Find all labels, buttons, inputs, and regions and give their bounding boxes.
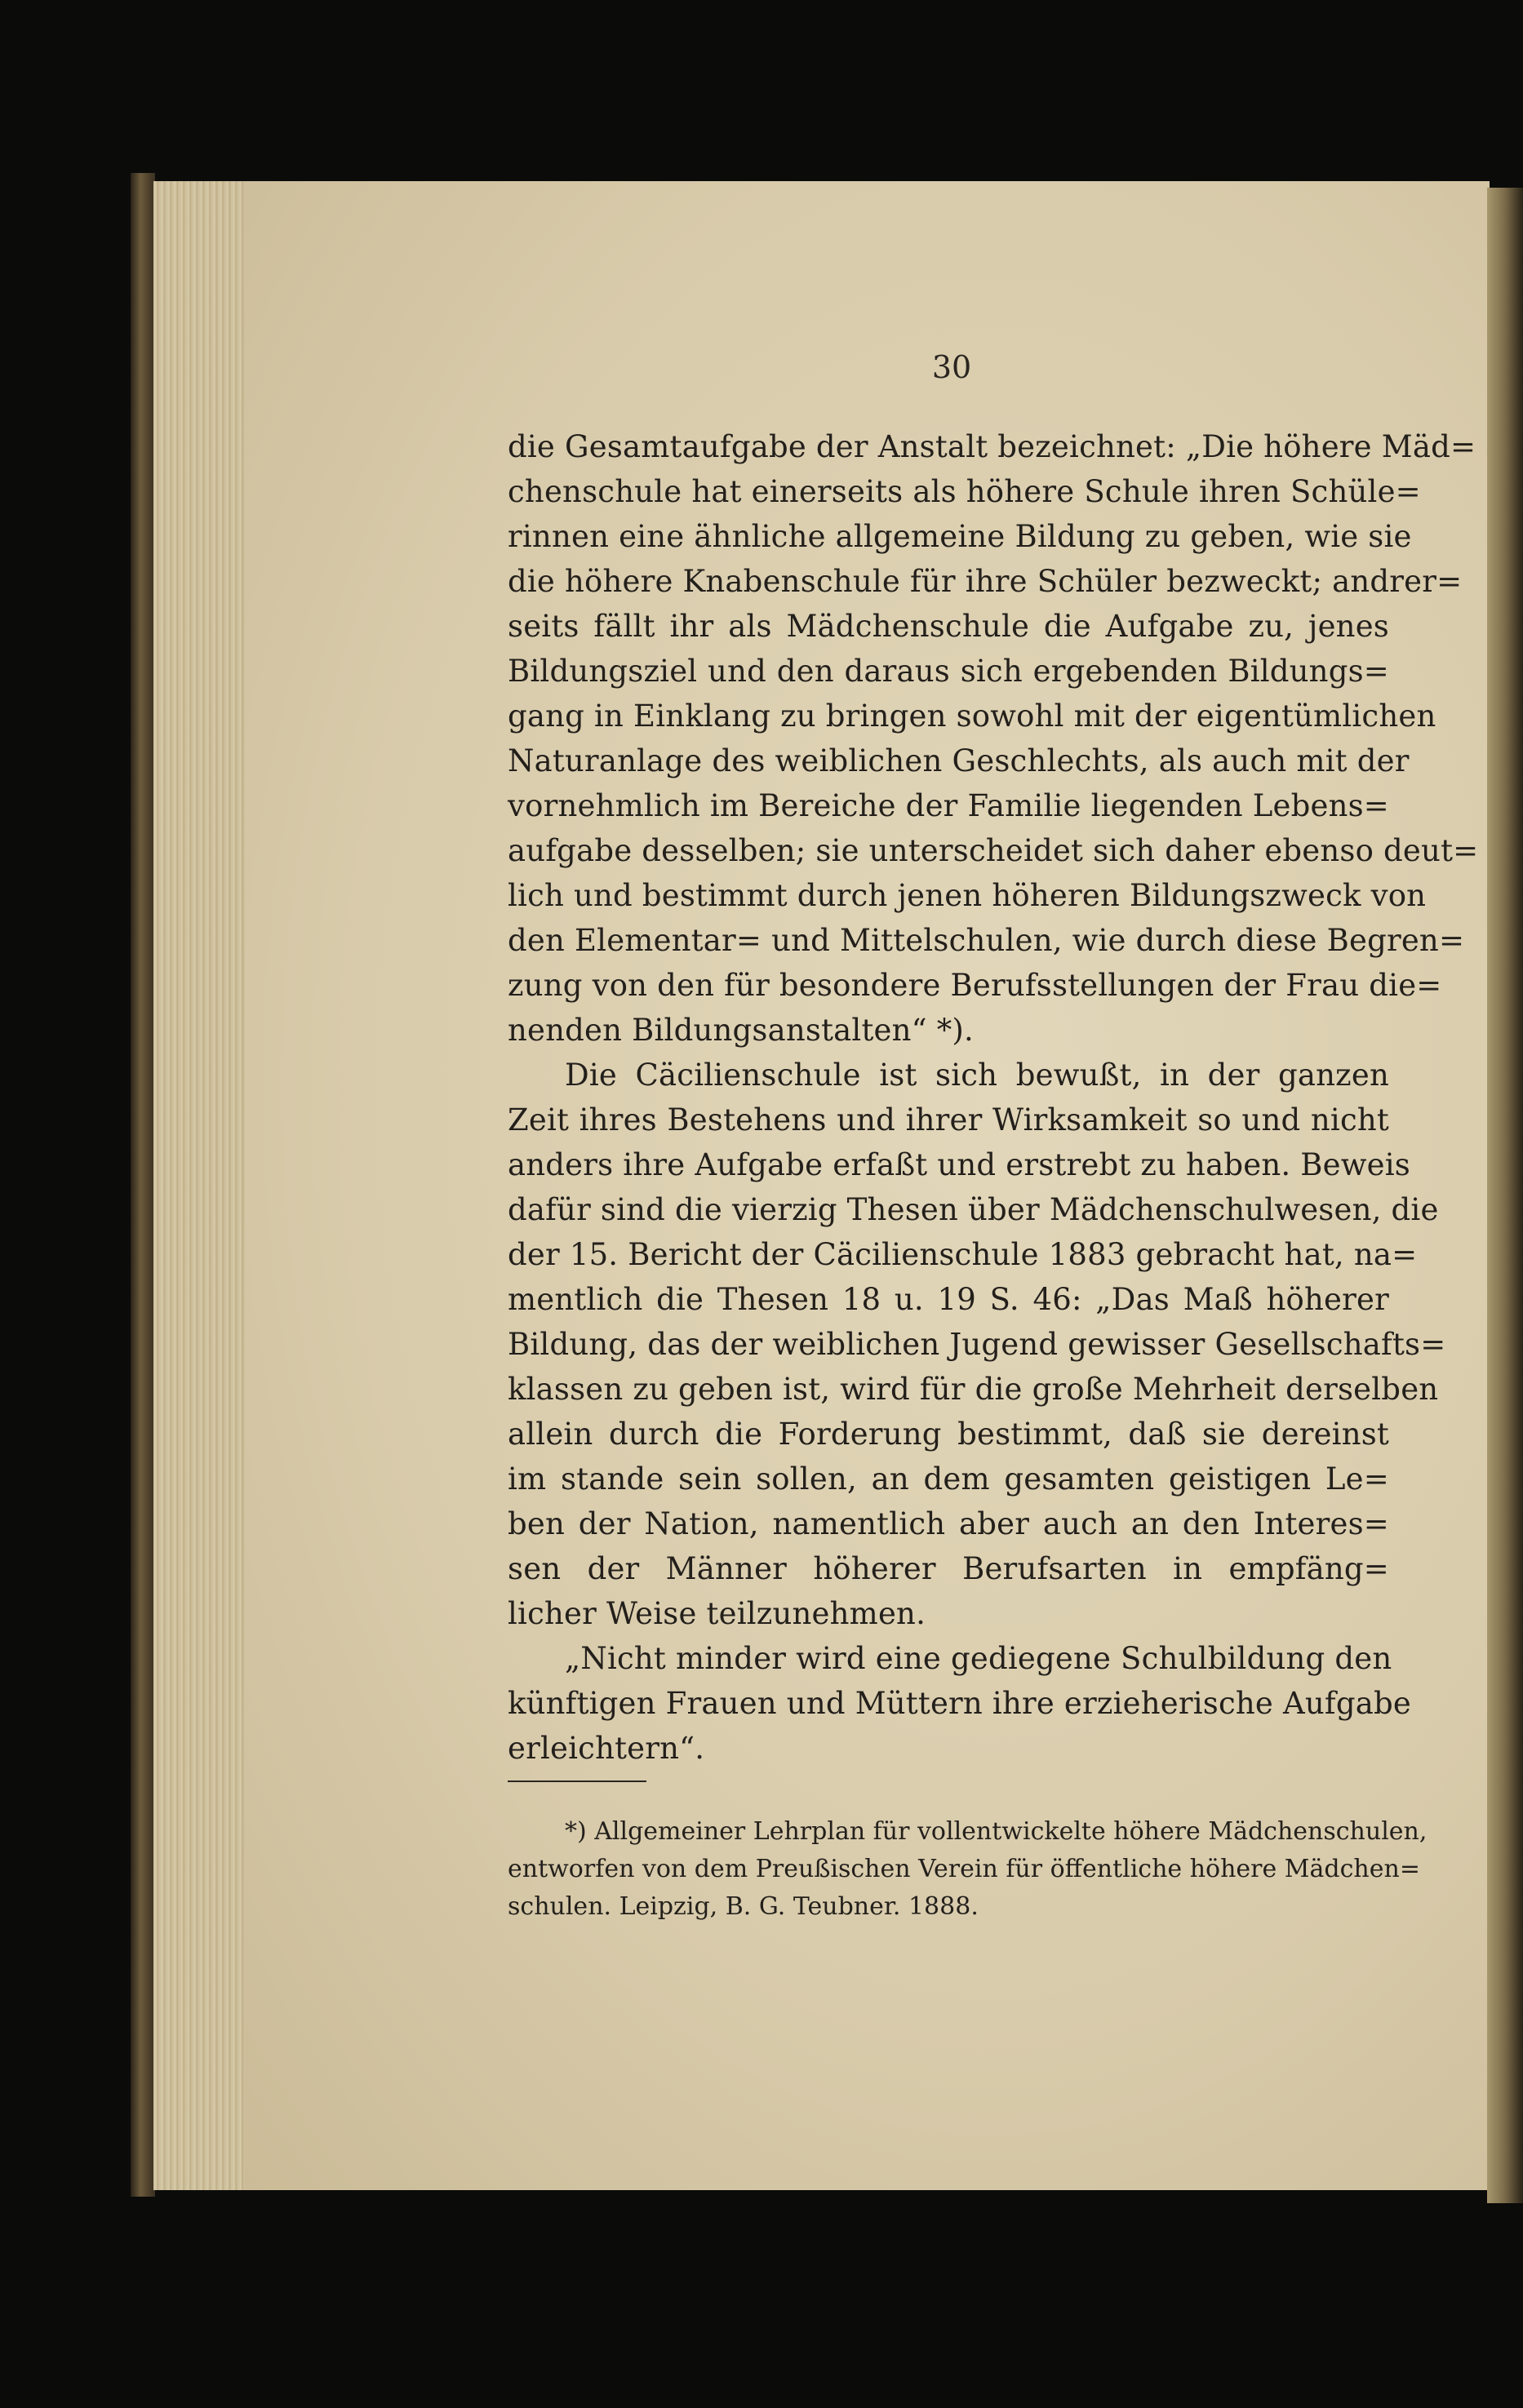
page-number: 30 — [931, 349, 972, 385]
text-line: aufgabe desselben; sie unterscheidet sich daher ebenso deut= — [508, 833, 1479, 868]
footnote — [508, 1813, 1428, 1926]
footnote-line: *) Allgemeiner Lehrplan für vollentwickelte höhere Mädchenschulen, — [565, 1817, 1428, 1846]
text-line: „Nicht minder wird eine gediegene Schulbildung den — [565, 1641, 1392, 1676]
book-spine — [131, 173, 155, 2197]
text-line: klassen zu geben ist, wird für die große Mehrheit derselben — [508, 1372, 1439, 1407]
text-line: vornehmlich im Bereiche der Familie liegenden Lebens= — [508, 788, 1389, 823]
text-line: gang in Einklang zu bringen sowohl mit der eigentümlichen — [508, 698, 1436, 734]
text-line: Bildungsziel und den daraus sich ergebenden Bildungs= — [508, 654, 1389, 689]
text-line: sen der Männer höherer Berufsarten in empfäng= — [508, 1551, 1389, 1586]
text-line: Naturanlage des weiblichen Geschlechts, als auch mit der — [508, 743, 1410, 778]
text-line: erleichtern“. — [508, 1731, 705, 1766]
text-line: allein durch die Forderung bestimmt, daß sie dereinst — [508, 1417, 1389, 1452]
text-line: mentlich die Thesen 18 u. 19 S. 46: „Das Maß höherer — [508, 1282, 1389, 1317]
text-line: die Gesamtaufgabe der Anstalt bezeichnet: „Die höhere Mäd= — [508, 429, 1476, 464]
text-line: künftigen Frauen und Müttern ihre erzieherische Aufgabe — [508, 1686, 1411, 1721]
text-line: seits fällt ihr als Mädchenschule die Aufgabe zu, jenes — [508, 609, 1389, 644]
page-stack-edge — [153, 181, 251, 2190]
text-line: licher Weise teilzunehmen. — [508, 1596, 926, 1631]
footnote-divider — [508, 1781, 646, 1782]
footnote-line: entworfen von dem Preußischen Verein für öffentliche höhere Mädchen= — [508, 1855, 1420, 1883]
text-line: den Elementar= und Mittelschulen, wie durch diese Begren= — [508, 923, 1465, 958]
text-line: chenschule hat einerseits als höhere Schule ihren Schüle= — [508, 474, 1421, 509]
text-line: im stande sein sollen, an dem gesamten geistigen Le= — [508, 1461, 1389, 1497]
text-line: lich und bestimmt durch jenen höheren Bildungszweck von — [508, 878, 1427, 913]
text-line: anders ihre Aufgabe erfaßt und erstrebt zu haben. Beweis — [508, 1147, 1410, 1182]
text-line: Die Cäcilienschule ist sich bewußt, in der ganzen — [565, 1058, 1389, 1093]
text-line: rinnen eine ähnliche allgemeine Bildung zu geben, wie sie — [508, 519, 1412, 554]
text-line: der 15. Bericht der Cäcilienschule 1883 gebracht hat, na= — [508, 1237, 1418, 1272]
text-line: ben der Nation, namentlich aber auch an den Interes= — [508, 1506, 1389, 1541]
text-line: die höhere Knabenschule für ihre Schüler bezweckt; andrer= — [508, 564, 1463, 599]
text-line: nenden Bildungsanstalten“ *). — [508, 1013, 975, 1048]
right-page-edge — [1487, 188, 1523, 2203]
text-line: Bildung, das der weiblichen Jugend gewisser Gesellschafts= — [508, 1327, 1446, 1362]
text-line: zung von den für besondere Berufsstellungen der Frau die= — [508, 968, 1442, 1003]
footnote-line: schulen. Leipzig, B. G. Teubner. 1888. — [508, 1892, 979, 1921]
text-line: dafür sind die vierzig Thesen über Mädchenschulwesen, die — [508, 1192, 1439, 1227]
text-line: Zeit ihres Bestehens und ihrer Wirksamkeit so und nicht — [508, 1102, 1389, 1137]
body-text — [508, 424, 1479, 1771]
